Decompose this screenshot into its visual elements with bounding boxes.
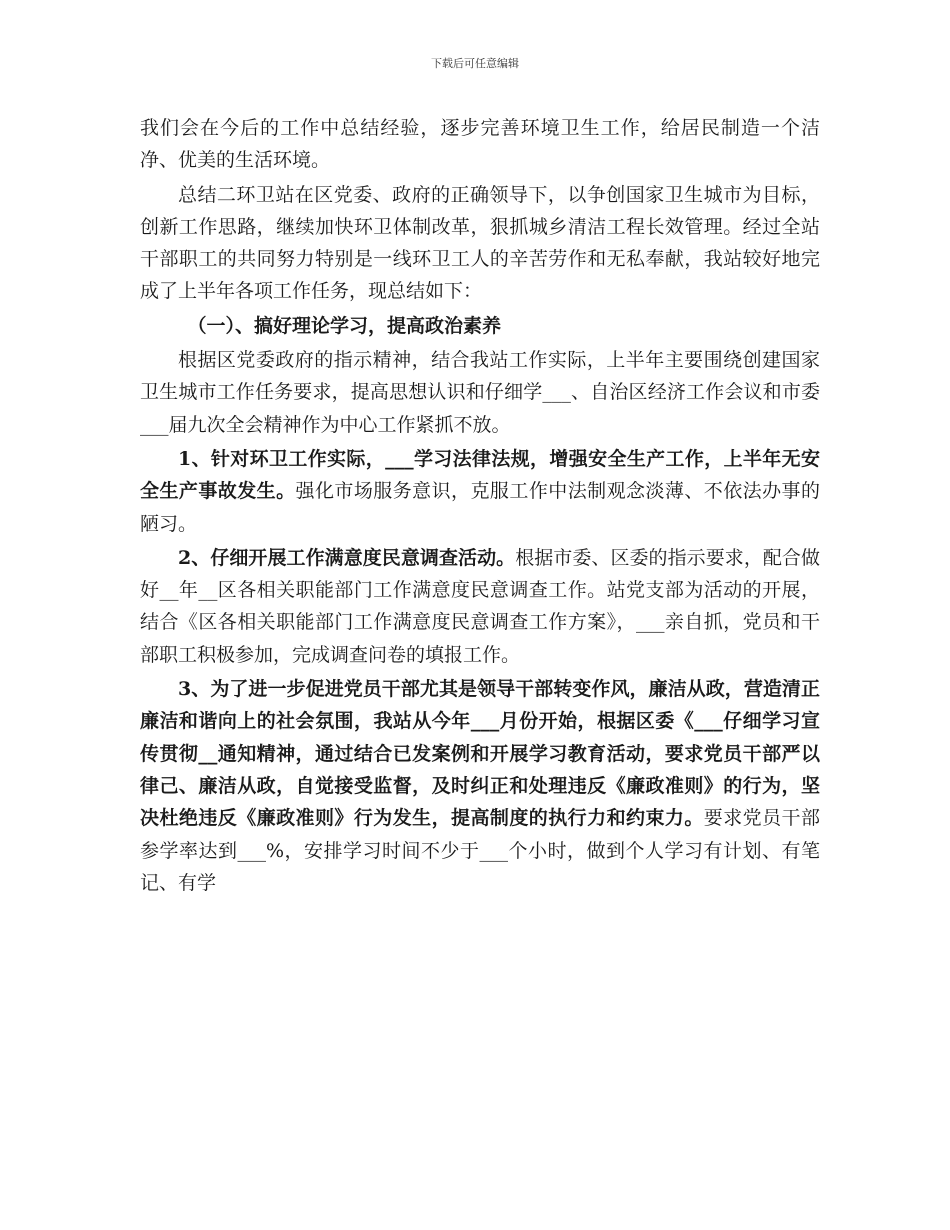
paragraph-5 — [140, 542, 820, 671]
document-body — [140, 112, 820, 901]
section-heading-1: （一）、搞好理论学习，提高政治素养 — [187, 314, 502, 337]
paragraph-4 — [140, 443, 820, 540]
paragraph-1: 我们会在今后的工作中总结经验，逐步完善环境卫生工作，给居民制造一个洁净、优美的生活环境。 — [140, 117, 820, 172]
paragraph-2: 总结二环卫站在区党委、政府的正确领导下，以争创国家卫生城市为目标，创新工作思路，继续加快环卫体制改革，狠抓城乡清洁工程长效管理。经过全站干部职工的共同努力特别是一线环卫工人的辛苦劳作和无私奉献，我站较好地完成了上半年各项工作任务，现总结如下： — [140, 183, 820, 303]
paragraph-4-rest: 强化市场服务意识，克服工作中法制观念淡薄、不依法办事的陋习。 — [140, 480, 820, 535]
paragraph-5-rest: 根据市委、区委的指示要求，配合做好__年__区各相关职能部门工作满意度民意调查工作。站党支部为活动的开展，结合《区各相关职能部门工作满意度民意调查工作方案》，___亲自抓，党员和干部职工积极参加，完成调查问卷的填报工作。 — [140, 546, 820, 666]
page-header: 下载后可任意编辑 — [431, 57, 519, 70]
paragraph-3: 根据区党委政府的指示精神，结合我站工作实际，上半年主要围绕创建国家卫生城市工作任务要求，提高思想认识和仔细学___、自治区经济工作会议和市委___届九次全会精神作为中心工作紧抓不放。 — [140, 349, 820, 436]
paragraph-6 — [140, 673, 820, 899]
paragraph-4-bold: 1、针对环卫工作实际，___学习法律法规，增强安全生产工作，上半年无安全生产事故发生。 — [140, 447, 820, 503]
paragraph-6-bold: 3、为了进一步促进党员干部尤其是领导干部转变作风，廉洁从政，营造清正廉洁和谐向上的社会氛围，我站从今年___月份开始，根据区委《___仔细学习宣传贯彻__通知精神，通过结合已发案例和开展学习教育活动，要求党员干部严以律己、廉洁从政，自觉接受监督，及时纠正和处理违反《廉政准则》的行为，坚决杜绝违反《廉政准则》行为发生，提高制度的执行力和约束力。 — [140, 678, 820, 830]
paragraph-5-bold: 2、仔细开展工作满意度民意调查活动。 — [178, 546, 516, 569]
paragraph-6-rest: 要求党员干部参学率达到___%，安排学习时间不少于___个小时，做到个人学习有计划、有笔记、有学 — [140, 807, 820, 894]
